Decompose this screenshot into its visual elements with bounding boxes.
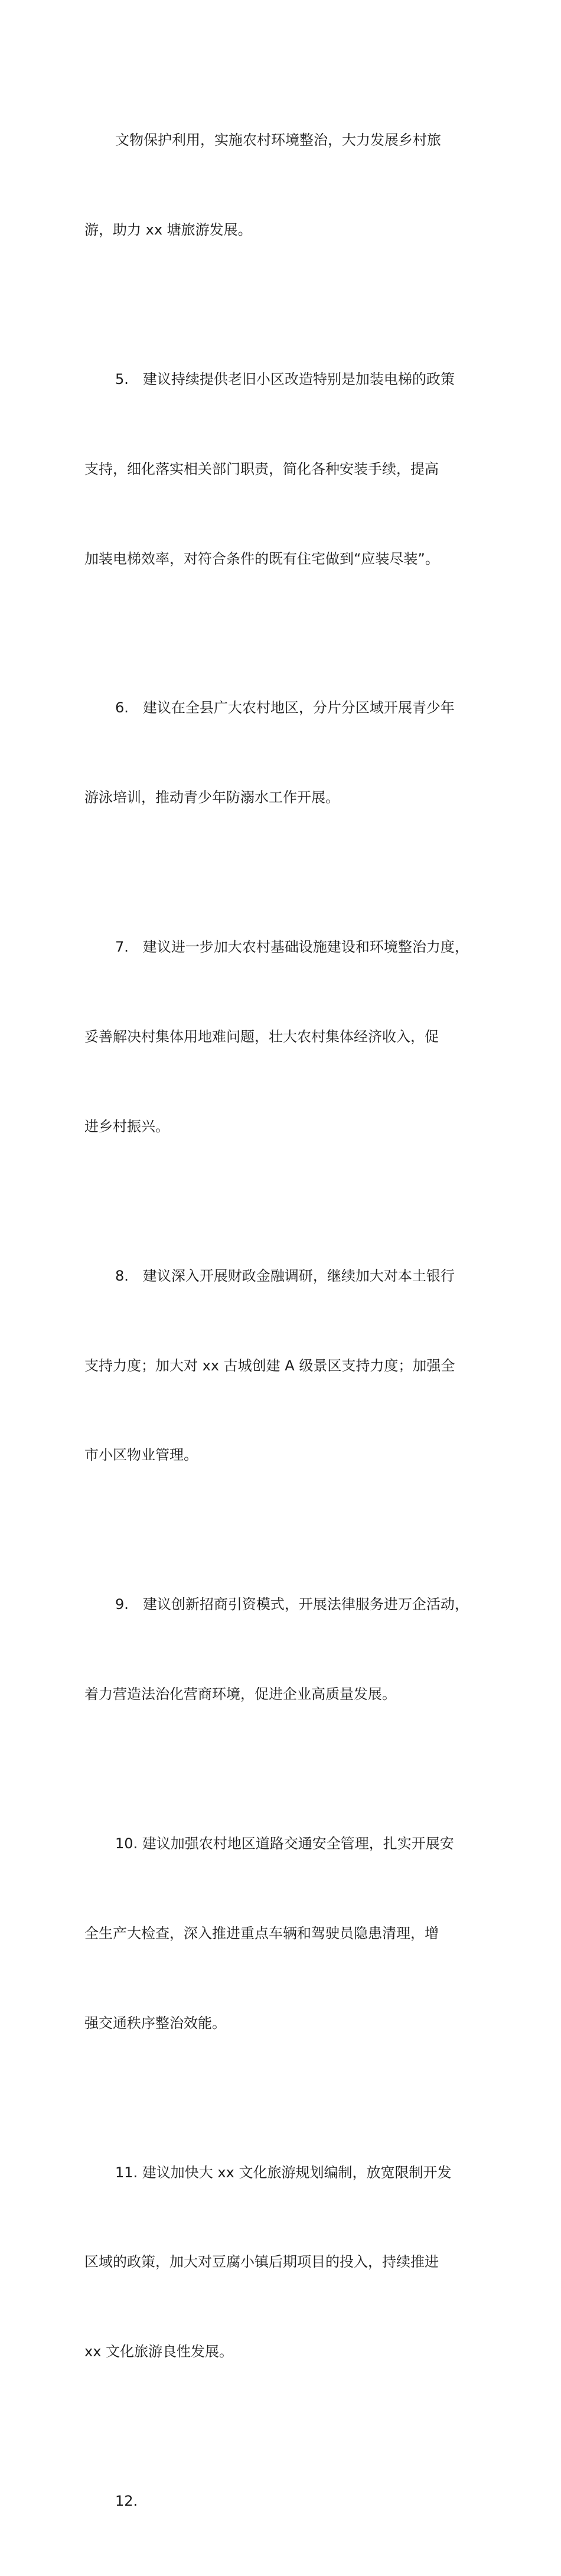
text-line: 5. 建议持续提供老旧小区改造特别是加装电梯的政策 [115, 370, 455, 387]
text-line: 妥善解决村集体用地难问题，壮大农村集体经济收入，促 [84, 1028, 439, 1045]
text-line: 7. 建议进一步加大农村基础设施建设和环境整治力度， [115, 939, 469, 956]
paragraph-item-5 [84, 305, 486, 634]
text-line: 强交通秩序整治效能。 [84, 2014, 226, 2031]
paragraph-item-9 [84, 1530, 486, 1769]
text-line: 支持，细化落实相关部门职责，简化各种安装手续，提高 [84, 460, 439, 477]
text-line: 6. 建议在全县广大农村地区，分片分区域开展青少年 [115, 699, 455, 717]
paragraph-continuation [84, 66, 486, 305]
text-line: 进乡村振兴。 [84, 1118, 169, 1135]
text-line: 着力营造法治化营商环境，促进企业高质量发展。 [84, 1686, 396, 1703]
text-line: 全生产大检查，深入推进重点车辆和驾驶员隐患清理，增 [84, 1924, 439, 1942]
text-line: 支持力度；加大对 xx 古城创建 A 级景区支持力度；加强全 [84, 1357, 455, 1374]
text-line: 区域的政策，加大对豆腐小镇后期项目的投入，持续推进 [84, 2253, 439, 2271]
paragraph-item-12 [84, 2427, 486, 2576]
text-line: 9. 建议创新招商引资模式，开展法律服务进万企活动， [115, 1596, 469, 1613]
document-body [84, 66, 486, 2576]
text-line: 11. 建议加快大 xx 文化旅游规划编制，放宽限制开发 [115, 2164, 452, 2181]
text-line: 文物保护利用，实施农村环境整治，大力发展乡村旅 [115, 132, 441, 149]
text-line: 12. [115, 2493, 138, 2510]
text-line: 加装电梯效率，对符合条件的既有住宅做到“应装尽装”。 [84, 550, 439, 567]
text-line: 8. 建议深入开展财政金融调研，继续加大对本土银行 [115, 1267, 455, 1284]
paragraph-item-7 [84, 872, 486, 1201]
paragraph-item-6 [84, 633, 486, 872]
paragraph-item-10 [84, 1769, 486, 2098]
text-line: 游泳培训，推动青少年防溺水工作开展。 [84, 789, 340, 806]
text-line: xx 文化旅游良性发展。 [84, 2343, 234, 2360]
text-line: 市小区物业管理。 [84, 1447, 198, 1464]
text-line: 游，助力 xx 塘旅游发展。 [84, 221, 252, 238]
paragraph-item-11 [84, 2098, 486, 2427]
text-line: 10. 建议加强农村地区道路交通安全管理，扎实开展安 [115, 1835, 454, 1852]
paragraph-item-8 [84, 1201, 486, 1530]
